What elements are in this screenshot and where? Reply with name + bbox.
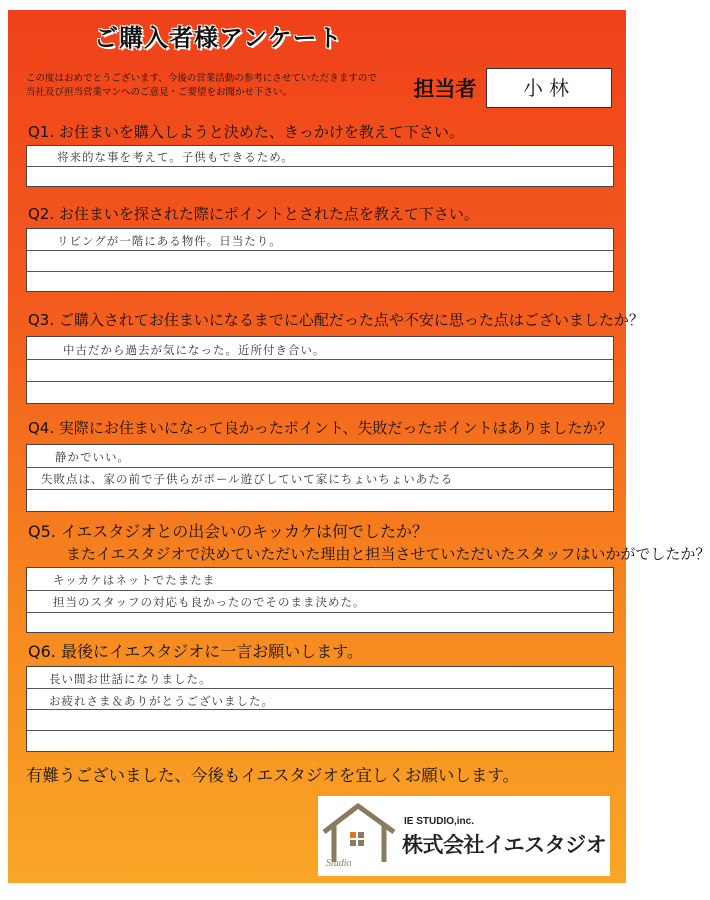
answer-line: [27, 359, 613, 360]
answer-line: [27, 467, 613, 468]
answer-box-5[interactable]: [26, 567, 614, 633]
answer-line: [27, 250, 613, 251]
question-5-label: Q5. イエスタジオとの出会いのキッカケは何でしたか？: [28, 522, 428, 541]
company-logo: [318, 796, 610, 876]
answer-6-line-2: お疲れさま＆ありがとうございました。: [49, 694, 274, 708]
answer-5-line-1: キッカケはネットでたまたま: [53, 573, 216, 587]
logo-studio-text: Studio: [326, 858, 352, 869]
answer-box-6[interactable]: [26, 666, 614, 752]
answer-line: [27, 271, 613, 272]
answer-1-line-1: 将来的な事を考えて。子供もできるため。: [57, 150, 294, 164]
answer-box-2[interactable]: [26, 228, 614, 292]
question-6-label: Q6. 最後にイエスタジオに一言お願いします。: [28, 642, 364, 661]
survey-sheet: [8, 10, 710, 883]
intro-line-2: 当社及び担当営業マンへのご意見・ご要望をお聞かせ下さい。: [26, 87, 293, 98]
answer-box-4[interactable]: [26, 444, 614, 512]
answer-line: [27, 590, 613, 591]
logo-company-name: 株式会社イエスタジオ: [402, 833, 607, 857]
question-1-label: Q1. お住まいを購入しようと決めた、きっかけを教えて下さい。: [28, 123, 464, 141]
staff-name-field[interactable]: 小林: [486, 68, 612, 108]
answer-line: [27, 489, 613, 490]
answer-box-3[interactable]: [26, 336, 614, 404]
intro-line-1: この度はおめでとうございます、今後の営業活動の参考にさせていただきますので: [26, 73, 377, 84]
answer-line: [27, 730, 613, 731]
answer-2-line-1: リビングが一階にある物件。日当たり。: [57, 234, 282, 248]
answer-4-line-2: 失敗点は、家の前で子供らがボール遊びしていて家にちょいちょいあたる: [41, 472, 454, 486]
intro-text: [26, 72, 406, 100]
page-title: ご購入者様アンケート: [94, 24, 343, 52]
question-4-label: Q4. 実際にお住まいになって良かったポイント、失敗だったポイントはありましたか？: [28, 419, 613, 437]
answer-5-line-2: 担当のスタッフの対応も良かったのでそのまま決めた。: [53, 595, 366, 609]
answer-6-line-1: 長い間お世話になりました。: [49, 672, 212, 686]
answer-4-line-1: 静かでいい。: [55, 450, 130, 464]
question-5-label-2: またイエスタジオで決めていただいた理由と担当させていただいたスタッフはいかがでしたか？: [66, 545, 710, 563]
closing-message: 有難うございました、今後もイエスタジオを宜しくお願いします。: [26, 766, 520, 785]
answer-line: [27, 688, 613, 689]
answer-box-1[interactable]: [26, 145, 614, 187]
answer-line: [27, 381, 613, 382]
staff-label: 担当者: [413, 77, 477, 101]
answer-line: [27, 166, 613, 167]
question-3-label: Q3. ご購入されてお住まいになるまでに心配だった点や不安に思った点はございましたか？: [28, 311, 644, 329]
answer-3-line-1: 中古だから過去が気になった。近所付き合い。: [63, 343, 326, 357]
answer-line: [27, 709, 613, 710]
logo-english-name: IE STUDIO,inc.: [404, 816, 475, 827]
answer-line: [27, 612, 613, 613]
question-2-label: Q2. お住まいを探された際にポイントとされた点を教えて下さい。: [28, 205, 479, 223]
